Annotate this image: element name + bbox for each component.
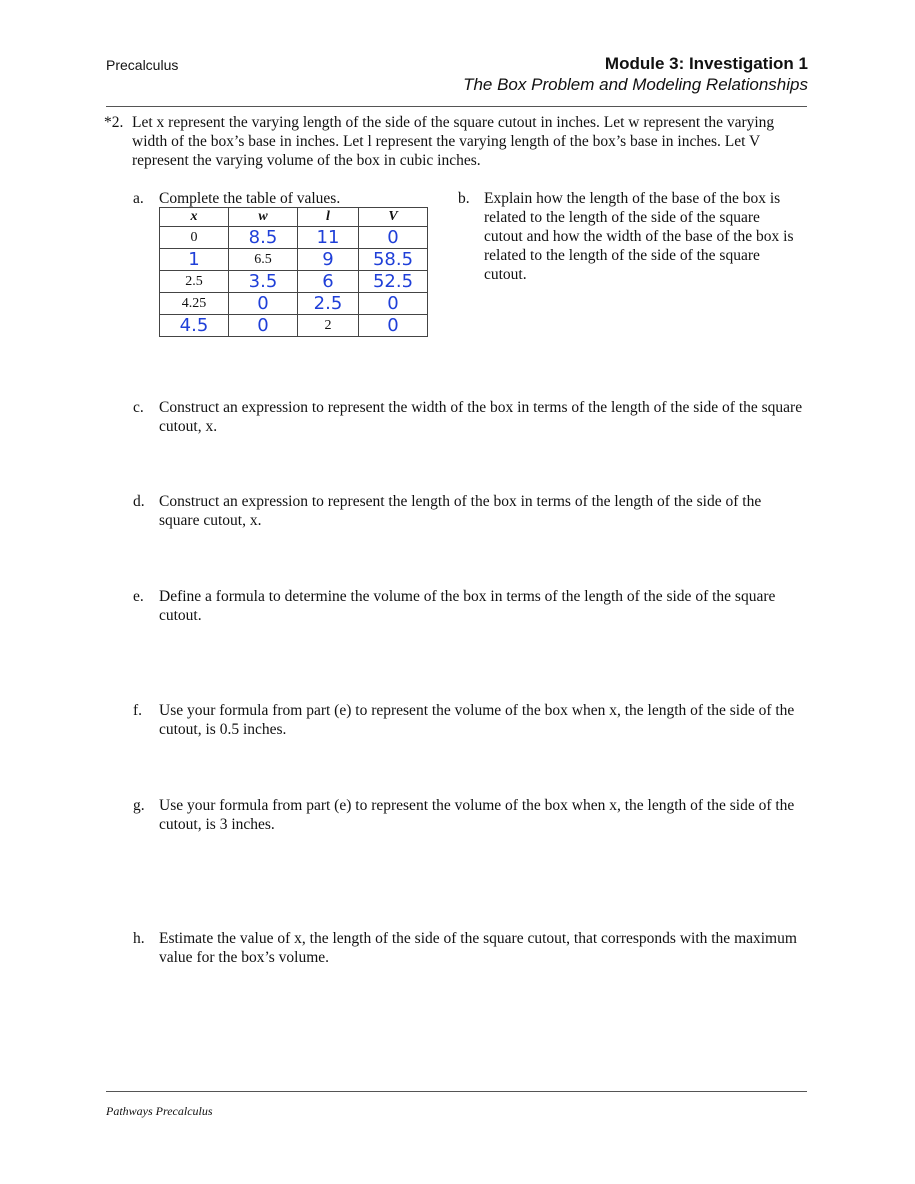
part-c-text: Construct an expression to represent the width of the box in terms of the length of the side of the square cutout, x.: [159, 399, 803, 435]
handwritten-answer: 8.5: [248, 227, 278, 248]
table-cell: [359, 293, 428, 315]
table-cell: [359, 227, 428, 249]
handwritten-answer: 0: [257, 293, 269, 314]
part-f-text: Use your formula from part (e) to represent the volume of the box when x, the length of the side of the cutout, is 0.5 inches.: [159, 702, 795, 738]
part-d-text: Construct an expression to represent the length of the box in terms of the length of the side of the square cutout, x.: [159, 493, 762, 529]
table-cell: [160, 293, 229, 315]
table-row: [160, 227, 428, 249]
table-header-v: V: [359, 208, 428, 227]
table-cell: [359, 271, 428, 293]
handwritten-answer: 11: [316, 227, 340, 248]
part-c: [133, 398, 803, 436]
part-b-text: Explain how the length of the base of the box is related to the length of the side of the square cutout and how the width of the base of the box is related to the length of the side of the square cutout.: [484, 190, 794, 283]
table-cell: [298, 315, 359, 337]
part-b: [458, 189, 798, 284]
handwritten-answer: 0: [387, 293, 399, 314]
course-name: Precalculus: [106, 57, 179, 73]
printed-value: 0: [190, 229, 198, 245]
part-g-label: g.: [133, 797, 145, 814]
handwritten-answer: 4.5: [179, 315, 209, 336]
part-e: [133, 587, 803, 625]
table-cell: [359, 315, 428, 337]
part-f-label: f.: [133, 702, 143, 719]
part-g-text: Use your formula from part (e) to represent the volume of the box when x, the length of the side of the cutout, is 3 inches.: [159, 797, 795, 833]
part-a-label: a.: [133, 190, 144, 207]
table-cell: [298, 293, 359, 315]
handwritten-answer: 6: [322, 271, 334, 292]
footer-text: Pathways Precalculus: [106, 1104, 213, 1118]
table-cell: [229, 315, 298, 337]
part-h-text: Estimate the value of x, the length of the side of the square cutout, that corresponds with the maximum value for the box’s volume.: [159, 930, 797, 966]
header-divider: [106, 106, 807, 107]
table-cell: [359, 249, 428, 271]
handwritten-answer: 3.5: [248, 271, 278, 292]
question-number: *2.: [104, 114, 124, 131]
table-cell: [229, 227, 298, 249]
module-subtitle: The Box Problem and Modeling Relationships: [463, 75, 808, 94]
table-cell: [160, 227, 229, 249]
page-header: [463, 53, 808, 95]
handwritten-answer: 0: [387, 227, 399, 248]
part-f: [133, 701, 803, 739]
part-e-text: Define a formula to determine the volume of the box in terms of the length of the side of the square cutout.: [159, 588, 776, 624]
table-cell: [229, 249, 298, 271]
table-cell: [298, 249, 359, 271]
part-d: [133, 492, 803, 530]
printed-value: 6.5: [254, 251, 272, 267]
printed-value: 2.5: [185, 273, 203, 289]
table-header-x: x: [160, 208, 229, 227]
part-a-text: Complete the table of values.: [159, 190, 341, 207]
part-b-label: b.: [458, 190, 470, 207]
handwritten-answer: 0: [257, 315, 269, 336]
part-h-label: h.: [133, 930, 145, 947]
handwritten-answer: 0: [387, 315, 399, 336]
part-h: [133, 929, 803, 967]
question-2: [104, 113, 784, 170]
part-d-label: d.: [133, 493, 145, 510]
table-cell: [229, 293, 298, 315]
table-cell: [160, 271, 229, 293]
printed-value: 2: [324, 317, 332, 333]
table-cell: [160, 249, 229, 271]
part-g: [133, 796, 803, 834]
handwritten-answer: 52.5: [372, 271, 414, 292]
table-header-l: l: [298, 208, 359, 227]
handwritten-answer: 9: [322, 249, 334, 270]
handwritten-answer: 2.5: [313, 293, 343, 314]
part-a: [133, 189, 433, 208]
table-row: [160, 249, 428, 271]
table-cell: [298, 227, 359, 249]
printed-value: 4.25: [181, 295, 207, 311]
handwritten-answer: 58.5: [372, 249, 414, 270]
part-c-label: c.: [133, 399, 144, 416]
table-header-w: w: [229, 208, 298, 227]
table-row: [160, 293, 428, 315]
table-cell: [160, 315, 229, 337]
table-cell: [229, 271, 298, 293]
table-cell: [298, 271, 359, 293]
module-title: Module 3: Investigation 1: [604, 54, 808, 73]
table-row: [160, 315, 428, 337]
table-row: [160, 271, 428, 293]
part-e-label: e.: [133, 588, 144, 605]
footer-divider: [106, 1091, 807, 1092]
question-text: Let x represent the varying length of the side of the square cutout in inches. Let w represent the varying width of the box’s base in inches. Let l represent the varying length of the box’s base in inches. Let V represent the varying volume of the box in cubic inches.: [132, 114, 775, 169]
values-table: [159, 207, 428, 337]
handwritten-answer: 1: [188, 249, 200, 270]
